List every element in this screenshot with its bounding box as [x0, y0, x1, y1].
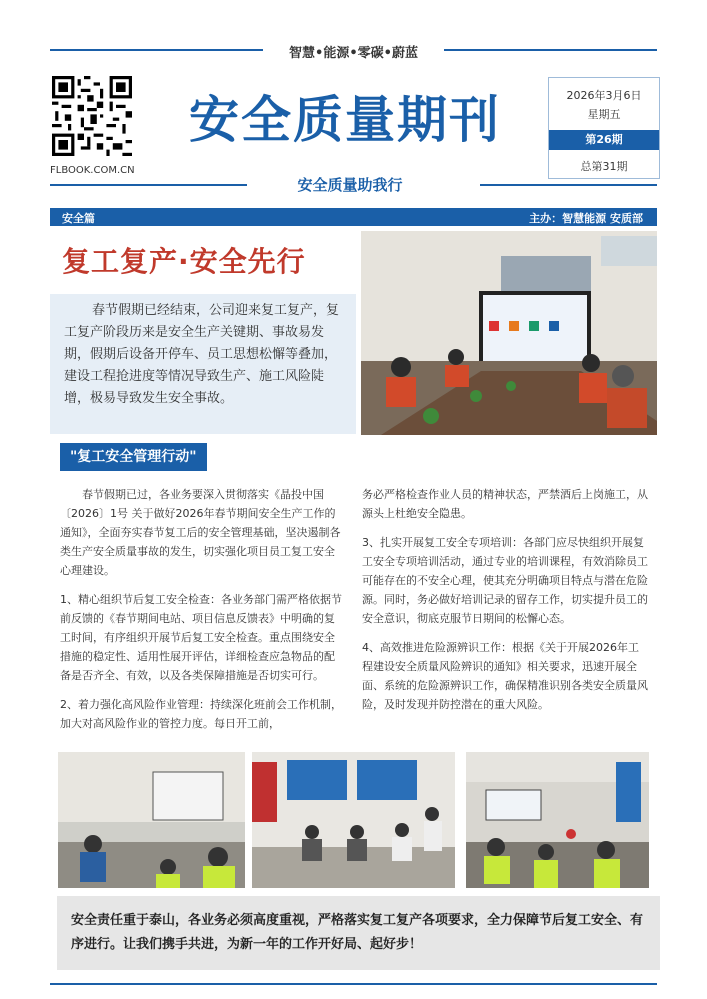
- issue-weekday: 星期五: [587, 108, 621, 121]
- paragraph: 3、扎实开展复工安全专项培训：各部门应尽快组织开展复工安全专项培训活动，通过专业的培训课程，有效消除员工可能存在的不安全心理，使其充分明确项目特点与潜在危险源。同时，务必做好培训记录的留存工作，切实提升员工的安全意识，彻底克服节日期间的松懈心态。: [362, 536, 648, 625]
- paragraph: 春节假期已过，各业务要深入贯彻落实《晶投中国〔2026〕1号 关于做好2026年春节期间安全生产工作的通知》，全面夯实春节复工后的安全管理基础，坚决遏制各类生产安全质量事故的发生，切实强化项目员工复工安全心理建设。: [60, 488, 341, 577]
- journal-subtitle: 安全质量助我行: [297, 176, 403, 194]
- paragraph: 务必严格检查作业人员的精神状态，严禁酒后上岗施工，从源头上杜绝安全隐患。: [362, 488, 648, 520]
- qr-code-icon: [52, 76, 132, 156]
- issue-info-box: [548, 77, 660, 179]
- slogan: 智慧•能源•零碳•蔚蓝: [289, 46, 418, 61]
- section-name: 安全篇: [62, 212, 95, 225]
- training-photo-3: [466, 752, 649, 888]
- journal-title: 安全质量期刊: [189, 91, 501, 149]
- action-box-title: "复工安全管理行动": [60, 443, 207, 471]
- intro-box: [50, 294, 356, 434]
- paragraph: 4、高效推进危险源辨识工作：根据《关于开展2026年工程建设安全质量风险辨识的通知》相关要求，迅速开展全面、系统的危险源辨识工作，确保精准识别各类安全质量风险，及时发现并防控潜在的重大风险。: [362, 641, 648, 711]
- article-column-1: [60, 485, 344, 743]
- total-issue-number: 总第31期: [580, 160, 628, 173]
- article-column-2: [362, 485, 648, 724]
- paragraph: 1、精心组织节后复工安全检查：各业务部门需严格依据节前反馈的《春节期间电站、项目信息反馈表》中明确的复工时间，有序组织开展节后复工安全检查。重点围绕安全措施的稳定性、适用性展开评估，详细检查应急物品的配备是否齐全、有效，以及各类保障措施是否切实可行。: [60, 593, 342, 682]
- intro-text: 春节假期已经结束，公司迎来复工复产，复工复产阶段历来是安全生产关键期、事故易发期，假期后设备开停车、员工思想松懈等叠加，建设工程抢进度等情况导致生产、施工风险陡增，极易导致发生安全事故。: [64, 303, 340, 406]
- site-url: FLBOOK.COM.CN: [50, 165, 135, 176]
- meeting-room-photo: [361, 231, 657, 435]
- subtitle-rule-right: [480, 184, 657, 186]
- issue-number: 第26期: [549, 130, 659, 150]
- training-photo-1: [58, 752, 245, 888]
- training-photo-2: [252, 752, 455, 888]
- issue-date: 2026年3月6日: [566, 89, 642, 102]
- footer-rule: [50, 983, 657, 985]
- section-organizer: 主办：智慧能源 安质部: [529, 212, 643, 225]
- closing-statement-box: [57, 896, 660, 970]
- subtitle-rule-left: [50, 184, 247, 186]
- paragraph: 2、着力强化高风险作业管理：持续深化班前会工作机制，加大对高风险作业的管控力度。每日开工前，: [60, 698, 342, 730]
- section-bar: [50, 208, 657, 226]
- headline: 复工复产·安全先行: [62, 245, 306, 278]
- closing-statement: 安全责任重于泰山，各业务必须高度重视，严格落实复工复产各项要求，全力保障节后复工安全、有序进行。让我们携手共进，为新一年的工作开好局、起好步！: [71, 913, 644, 952]
